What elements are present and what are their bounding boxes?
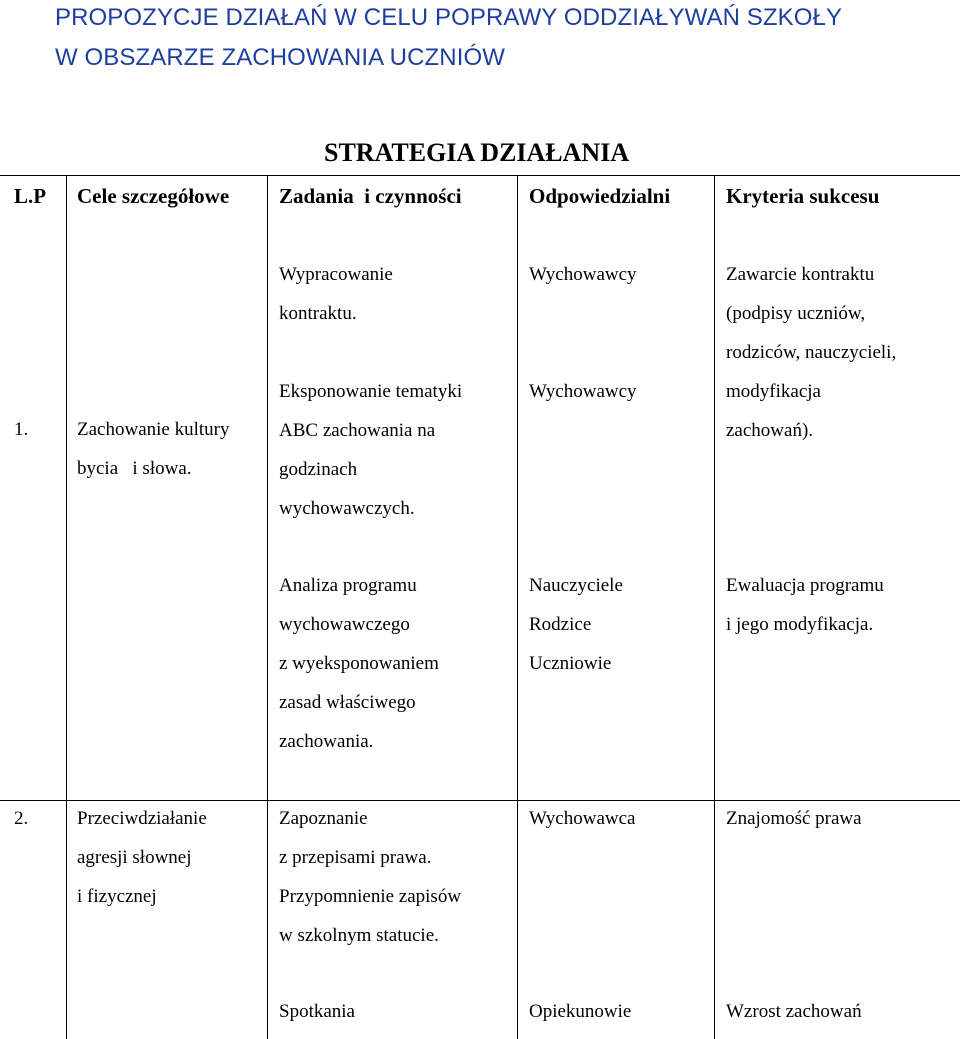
row1-odpowiedzialni-c-line: Uczniowie: [529, 653, 612, 674]
column-divider-4: [714, 175, 715, 1039]
column-divider-2: [267, 175, 268, 1039]
row2-odpowiedzialni-d: Opiekunowie: [529, 1001, 632, 1022]
header-cele-szczegolowe: Cele szczegółowe: [77, 184, 230, 208]
row1-kryteria-line: Zawarcie kontraktu: [726, 264, 875, 285]
header-kryteria-sukcesu: Kryteria sukcesu: [726, 184, 880, 208]
row2-zadania-line: z przepisami prawa.: [279, 847, 432, 868]
column-divider-1: [66, 175, 67, 1039]
row1-kryteria: [726, 255, 896, 450]
row1-kryteria-c: [726, 566, 884, 644]
row2-zadania-line: w szkolnym statucie.: [279, 925, 439, 946]
row2-odpowiedzialni: Wychowawca: [529, 808, 636, 829]
row1-kryteria-c-line: Ewaluacja programu: [726, 575, 884, 596]
row1-zadania-c-line: Analiza programu: [279, 575, 417, 596]
row1-zadania-b-line: ABC zachowania na: [279, 420, 436, 441]
row1-zadania-c-line: zasad właściwego: [279, 692, 416, 713]
row1-odpowiedzialni-a: Wychowawcy: [529, 264, 637, 285]
row1-cele-line: Zachowanie kultury: [77, 419, 230, 440]
row1-zadania-a-line: kontraktu.: [279, 303, 357, 324]
row1-zadania-c-line: zachowania.: [279, 731, 374, 752]
row2-zadania-d: Spotkania: [279, 1001, 355, 1022]
header-zadania: Zadania i czynności: [279, 184, 462, 208]
document-subtitle: STRATEGIA DZIAŁANIA: [324, 138, 630, 167]
row2-cele-line: agresji słownej: [77, 847, 192, 868]
document-title-line2: W OBSZARZE ZACHOWANIA UCZNIÓW: [55, 44, 506, 71]
row1-cele-line: bycia i słowa.: [77, 458, 192, 479]
row1-odpowiedzialni-c: [529, 566, 623, 683]
row1-odpowiedzialni-c-line: Nauczyciele: [529, 575, 623, 596]
row1-lp: 1.: [14, 419, 29, 440]
column-divider-3: [517, 175, 518, 1039]
row2-cele-line: Przeciwdziałanie: [77, 808, 207, 829]
row1-zadania-a-line: Wypracowanie: [279, 264, 393, 285]
row1-kryteria-line: (podpisy uczniów,: [726, 303, 866, 324]
document-title-line1: PROPOZYCJE DZIAŁAŃ W CELU POPRAWY ODDZIAŁYWAŃ SZKOŁY: [55, 4, 843, 31]
row1-zadania-b-line: wychowawczych.: [279, 498, 415, 519]
row2-zadania: [279, 799, 461, 955]
row1-odpowiedzialni-c-line: Rodzice: [529, 614, 592, 635]
row1-zadania-b-line: Eksponowanie tematyki: [279, 381, 463, 402]
row2-zadania-line: Zapoznanie: [279, 808, 368, 829]
row1-zadania-a: [279, 255, 393, 333]
row1-kryteria-line: modyfikacja: [726, 381, 821, 402]
row2-kryteria: Znajomość prawa: [726, 808, 862, 829]
row1-kryteria-line: zachowań).: [726, 420, 814, 441]
header-lp: L.P: [14, 184, 47, 208]
row1-zadania-c: [279, 566, 439, 761]
row1-cele: [77, 410, 229, 488]
row2-cele-line: i fizycznej: [77, 886, 157, 907]
row1-zadania-c-line: z wyeksponowaniem: [279, 653, 439, 674]
row2-lp: 2.: [14, 808, 29, 829]
row1-kryteria-line: rodziców, nauczycieli,: [726, 342, 897, 363]
row1-zadania-c-line: wychowawczego: [279, 614, 410, 635]
row1-kryteria-c-line: i jego modyfikacja.: [726, 614, 874, 635]
row2-kryteria-d: Wzrost zachowań: [726, 1001, 862, 1022]
row2-cele: [77, 799, 207, 916]
row2-zadania-line: Przypomnienie zapisów: [279, 886, 462, 907]
row1-odpowiedzialni-b: Wychowawcy: [529, 381, 637, 402]
row1-zadania-b-line: godzinach: [279, 459, 358, 480]
table-top-border: [0, 175, 960, 176]
row1-zadania-b: [279, 372, 462, 528]
header-odpowiedzialni: Odpowiedzialni: [529, 184, 671, 208]
